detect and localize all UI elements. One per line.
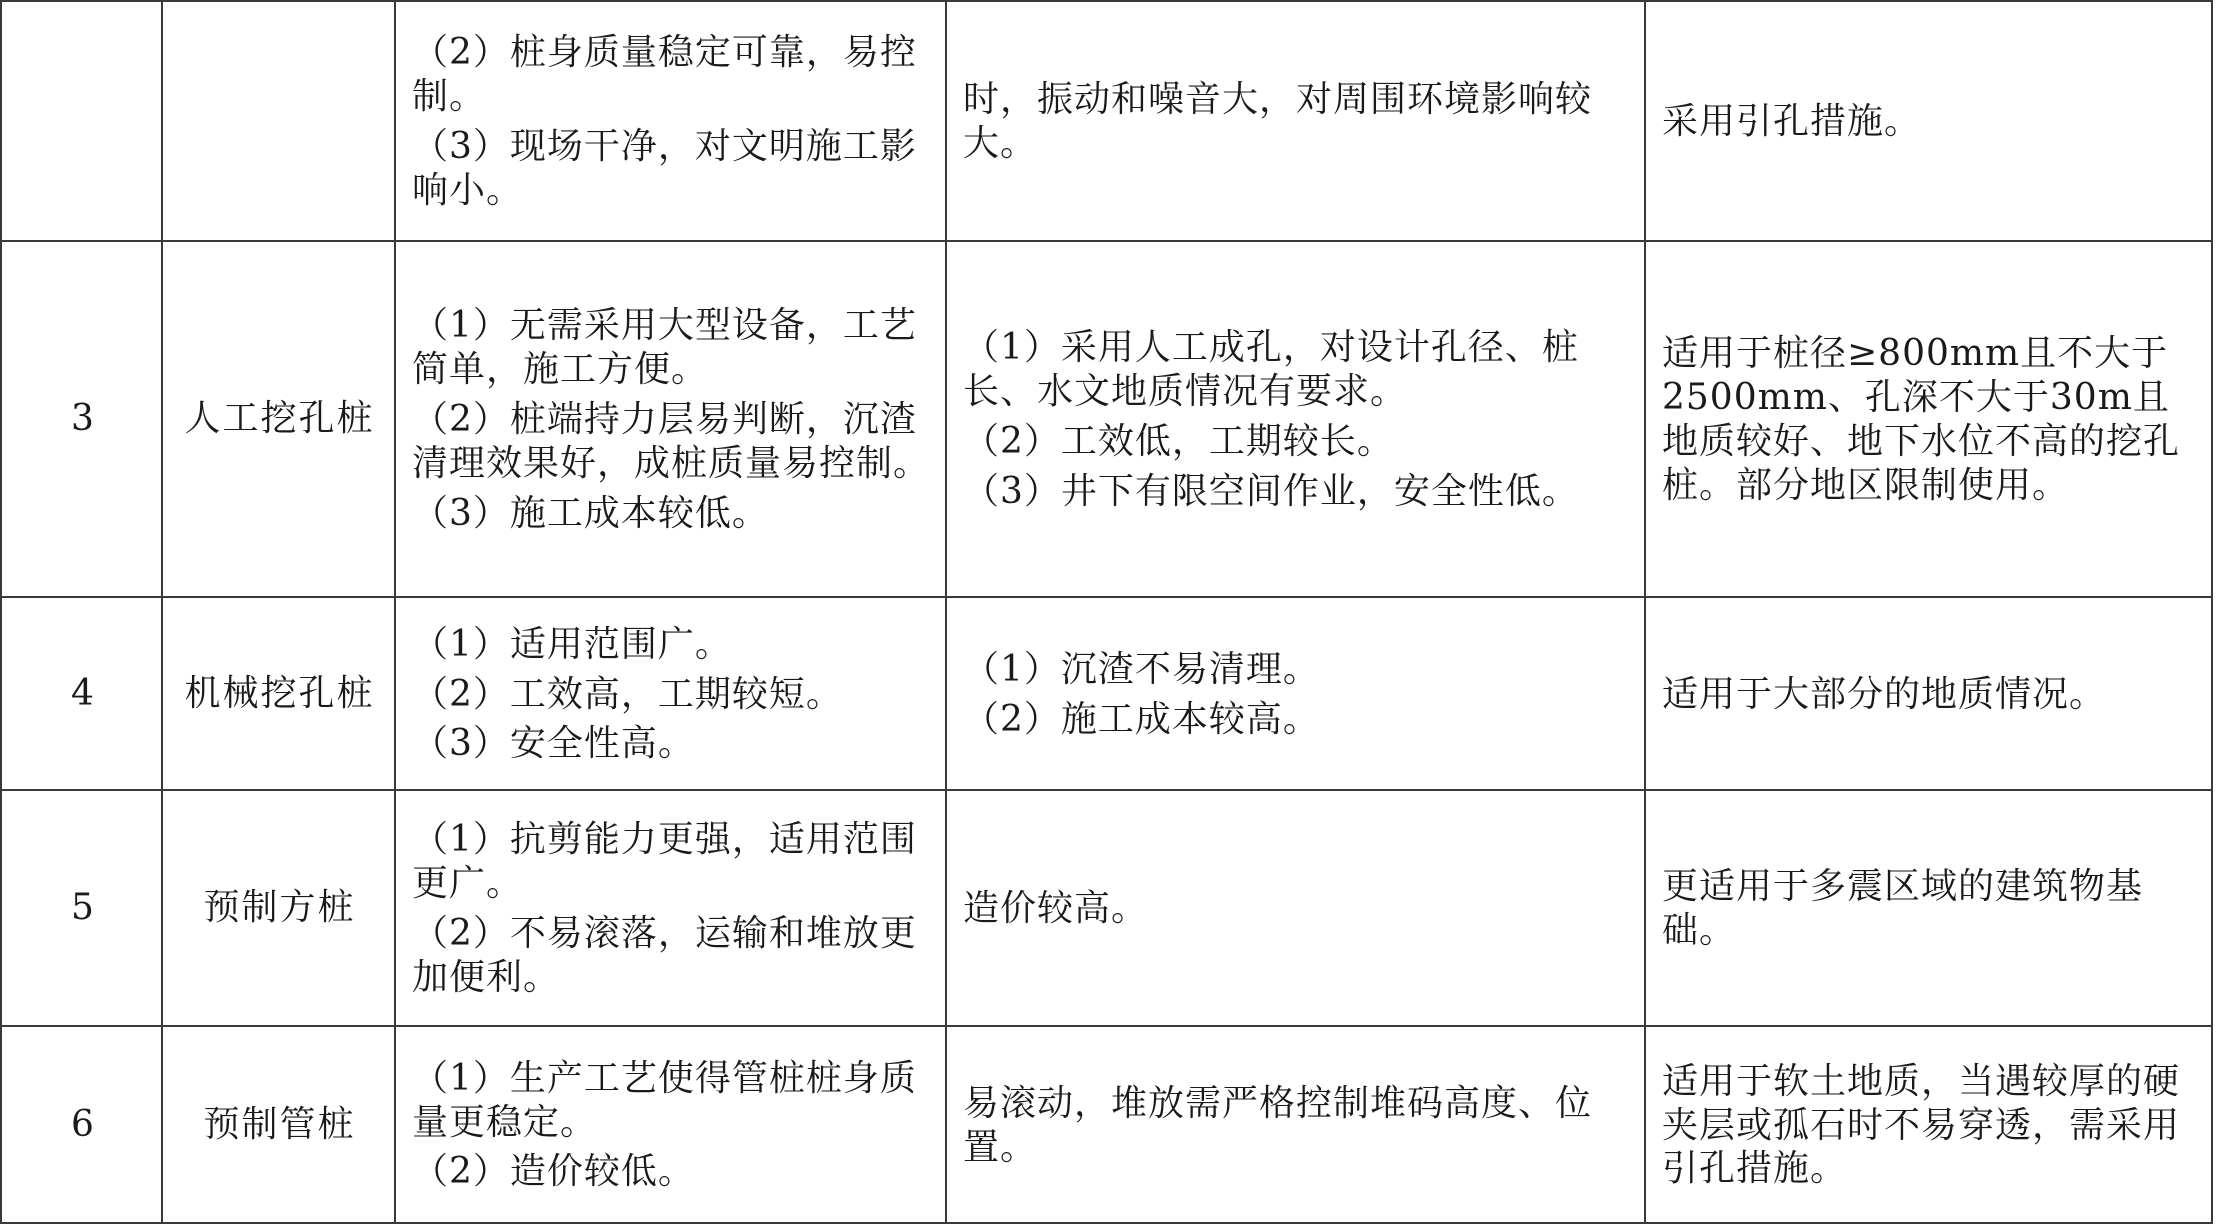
application-text: 适用于软土地质，当遇较厚的硬夹层或孤石时不易穿透，需采用引孔措施。 [1662, 1060, 2181, 1190]
row-number: 5 [1, 790, 162, 1026]
advantage-item: （2）不易滚落，运输和堆放更加便利。 [412, 913, 917, 998]
row-number: 6 [1, 1026, 162, 1223]
advantage-item: （1）无需采用大型设备，工艺简单，施工方便。 [412, 305, 917, 391]
advantage-item: （2）工效高，工期较短。 [412, 673, 843, 715]
table-row [1, 1026, 2212, 1223]
pile-type: 人工挖孔桩 [162, 241, 395, 597]
disadvantages-cell [946, 241, 1645, 597]
advantage-item: （2）桩端持力层易判断，沉渣清理效果好，成桩质量易控制。 [412, 399, 931, 484]
advantages-cell [395, 1026, 946, 1223]
disadvantages-cell [946, 1, 1645, 241]
pile-type: 机械挖孔桩 [162, 597, 395, 790]
table-row [1, 597, 2212, 790]
advantage-item: （2）桩身质量稳定可靠，易控制。 [412, 32, 917, 118]
advantages-cell [395, 790, 946, 1026]
row-number [1, 1, 162, 241]
disadvantage-item: （3）井下有限空间作业，安全性低。 [963, 470, 1579, 512]
row-number: 4 [1, 597, 162, 790]
pile-type: 预制方桩 [162, 790, 395, 1026]
advantage-item: （2）造价较低。 [412, 1151, 695, 1193]
advantage-item: （3）现场干净，对文明施工影响小。 [412, 126, 917, 211]
row-number: 3 [1, 241, 162, 597]
application-cell [1645, 241, 2212, 597]
application-cell [1645, 790, 2212, 1026]
application-text: 适用于桩径≥800mm且不大于2500mm、孔深不大于30m且地质较好、地下水位不高的挖孔桩。部分地区限制使用。 [1662, 333, 2181, 506]
disadvantage-item: 时，振动和噪音大，对周围环境影响较大。 [963, 79, 1593, 164]
disadvantages-cell [946, 1026, 1645, 1223]
advantage-item: （3）施工成本较低。 [412, 492, 769, 534]
advantages-cell [395, 241, 946, 597]
disadvantage-item: （1）采用人工成孔，对设计孔径、桩长、水文地质情况有要求。 [963, 327, 1579, 413]
application-text: 更适用于多震区域的建筑物基础。 [1662, 866, 2144, 951]
application-cell [1645, 1, 2212, 241]
disadvantage-item: 造价较高。 [963, 888, 1149, 930]
disadvantage-item: （2）施工成本较高。 [963, 698, 1320, 740]
application-cell [1645, 597, 2212, 790]
disadvantages-cell [946, 597, 1645, 790]
disadvantage-item: 易滚动，堆放需严格控制堆码高度、位置。 [963, 1082, 1593, 1168]
application-text: 适用于大部分的地质情况。 [1662, 673, 2107, 715]
table-row [1, 790, 2212, 1026]
application-cell [1645, 1026, 2212, 1223]
application-text: 采用引孔措施。 [1662, 101, 1922, 143]
advantage-item: （1）生产工艺使得管桩桩身质量更稳定。 [412, 1057, 917, 1143]
table-row [1, 241, 2212, 597]
advantage-item: （1）适用范围广。 [412, 623, 732, 665]
advantage-item: （3）安全性高。 [412, 723, 695, 765]
pile-type [162, 1, 395, 241]
advantages-cell [395, 597, 946, 790]
disadvantage-item: （1）沉渣不易清理。 [963, 648, 1320, 690]
table-row [1, 1, 2212, 241]
disadvantages-cell [946, 790, 1645, 1026]
advantages-cell [395, 1, 946, 241]
pile-type: 预制管桩 [162, 1026, 395, 1223]
disadvantage-item: （2）工效低，工期较长。 [963, 421, 1394, 462]
advantage-item: （1）抗剪能力更强，适用范围更广。 [412, 819, 917, 905]
